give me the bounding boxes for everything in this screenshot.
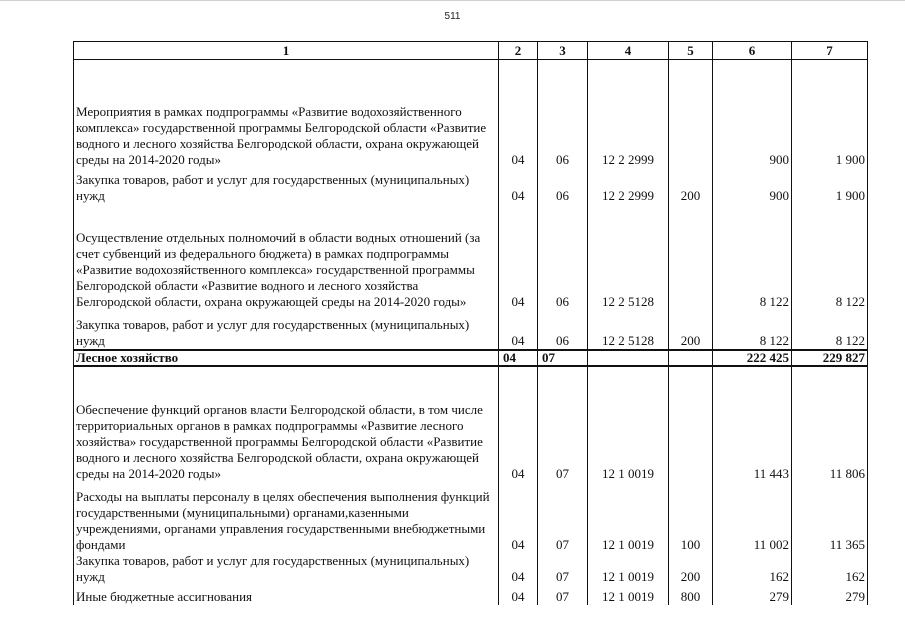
section-total-row: [74, 350, 868, 366]
expense-type-code: 800: [669, 585, 713, 605]
subsection-code: 07: [538, 482, 588, 553]
amount-1: 279: [713, 585, 792, 605]
amount-1: 900: [713, 168, 792, 204]
expense-type-code: [669, 60, 713, 169]
subsection-code: 06: [538, 310, 588, 350]
amount-2: 8 122: [792, 310, 868, 350]
table-row: [74, 60, 868, 169]
page-number: 511: [444, 11, 461, 22]
subsection-code: 06: [538, 204, 588, 310]
section-code: 04: [499, 168, 538, 204]
expense-description: Мероприятия в рамках подпрограммы «Развитие водохозяйственного комплекса» государственной программы Белгородской области «Развитие водного и лесного хозяйства Белгородской области, охрана окружающей среды на 2014-2020 годы»: [74, 60, 499, 169]
expense-description: Расходы на выплаты персоналу в целях обеспечения выполнения функций государственными (муниципальными) органами,казенными учреждениями, органами управления государственными внебюджетными фондами: [74, 482, 499, 553]
section-code: 04: [499, 204, 538, 310]
expense-description: Обеспечение функций органов власти Белгородской области, в том числе территориальных органов в рамках подпрограммы «Развитие лесного хозяйства» государственной программы Белгородской области «Развитие водного и лесного хозяйства Белгородской области, охрана окружающей среды на 2014-2020 годы»: [74, 366, 499, 482]
table-row: [74, 585, 868, 605]
subsection-code: 06: [538, 168, 588, 204]
section-code: 04: [499, 310, 538, 350]
amount-1: 11 002: [713, 482, 792, 553]
column-header: 5: [669, 42, 713, 60]
target-article-code: 12 2 5128: [588, 204, 669, 310]
column-header: 1: [74, 42, 499, 60]
target-article-code: 12 1 0019: [588, 482, 669, 553]
target-article-code: 12 2 2999: [588, 168, 669, 204]
scan-top-edge: [0, 0, 905, 1]
target-article-code: 12 2 5128: [588, 310, 669, 350]
target-article-code: [588, 350, 669, 366]
subsection-code: 07: [538, 553, 588, 585]
amount-1: 8 122: [713, 204, 792, 310]
column-header: 3: [538, 42, 588, 60]
expense-type-code: 100: [669, 482, 713, 553]
amount-1: 900: [713, 60, 792, 169]
expense-description: Закупка товаров, работ и услуг для государственных (муниципальных) нужд: [74, 553, 499, 585]
column-header: 6: [713, 42, 792, 60]
section-title: Лесное хозяйство: [74, 350, 499, 366]
expense-description: Осуществление отдельных полномочий в области водных отношений (за счет субвенций из федерального бюджета) в рамках подпрограммы «Развитие водохозяйственного комплекса» государственной программы Белгородской области «Развитие водного и лесного хозяйства Белгородской области, охрана окружающей среды на 2014-2020 годы»: [74, 204, 499, 310]
table-row: [74, 204, 868, 310]
amount-2: 1 900: [792, 168, 868, 204]
amount-2: 279: [792, 585, 868, 605]
subsection-code: 07: [538, 585, 588, 605]
section-code: 04: [499, 585, 538, 605]
expense-type-code: [669, 350, 713, 366]
expense-description: Закупка товаров, работ и услуг для государственных (муниципальных) нужд: [74, 168, 499, 204]
column-header: 2: [499, 42, 538, 60]
amount-2: 11 365: [792, 482, 868, 553]
amount-1: 162: [713, 553, 792, 585]
expense-type-code: 200: [669, 168, 713, 204]
table-header-row: [74, 42, 868, 60]
amount-1: 222 425: [713, 350, 792, 366]
section-code: 04: [499, 366, 538, 482]
amount-2: 11 806: [792, 366, 868, 482]
expense-description: Закупка товаров, работ и услуг для государственных (муниципальных) нужд: [74, 310, 499, 350]
table-row: [74, 168, 868, 204]
section-code: 04: [499, 350, 538, 366]
expense-type-code: [669, 366, 713, 482]
subsection-code: 07: [538, 350, 588, 366]
table-row: [74, 553, 868, 585]
budget-table: [73, 41, 868, 605]
amount-2: 229 827: [792, 350, 868, 366]
amount-2: 8 122: [792, 204, 868, 310]
amount-1: 8 122: [713, 310, 792, 350]
amount-1: 11 443: [713, 366, 792, 482]
amount-2: 1 900: [792, 60, 868, 169]
subsection-code: 06: [538, 60, 588, 169]
target-article-code: 12 1 0019: [588, 553, 669, 585]
target-article-code: 12 2 2999: [588, 60, 669, 169]
column-header: 7: [792, 42, 868, 60]
table-row: [74, 366, 868, 482]
amount-2: 162: [792, 553, 868, 585]
expense-type-code: [669, 204, 713, 310]
table-row: [74, 310, 868, 350]
column-header: 4: [588, 42, 669, 60]
section-code: 04: [499, 60, 538, 169]
target-article-code: 12 1 0019: [588, 366, 669, 482]
expense-type-code: 200: [669, 553, 713, 585]
subsection-code: 07: [538, 366, 588, 482]
section-code: 04: [499, 553, 538, 585]
expense-type-code: 200: [669, 310, 713, 350]
target-article-code: 12 1 0019: [588, 585, 669, 605]
expense-description: Иные бюджетные ассигнования: [74, 585, 499, 605]
table-row: [74, 482, 868, 553]
section-code: 04: [499, 482, 538, 553]
